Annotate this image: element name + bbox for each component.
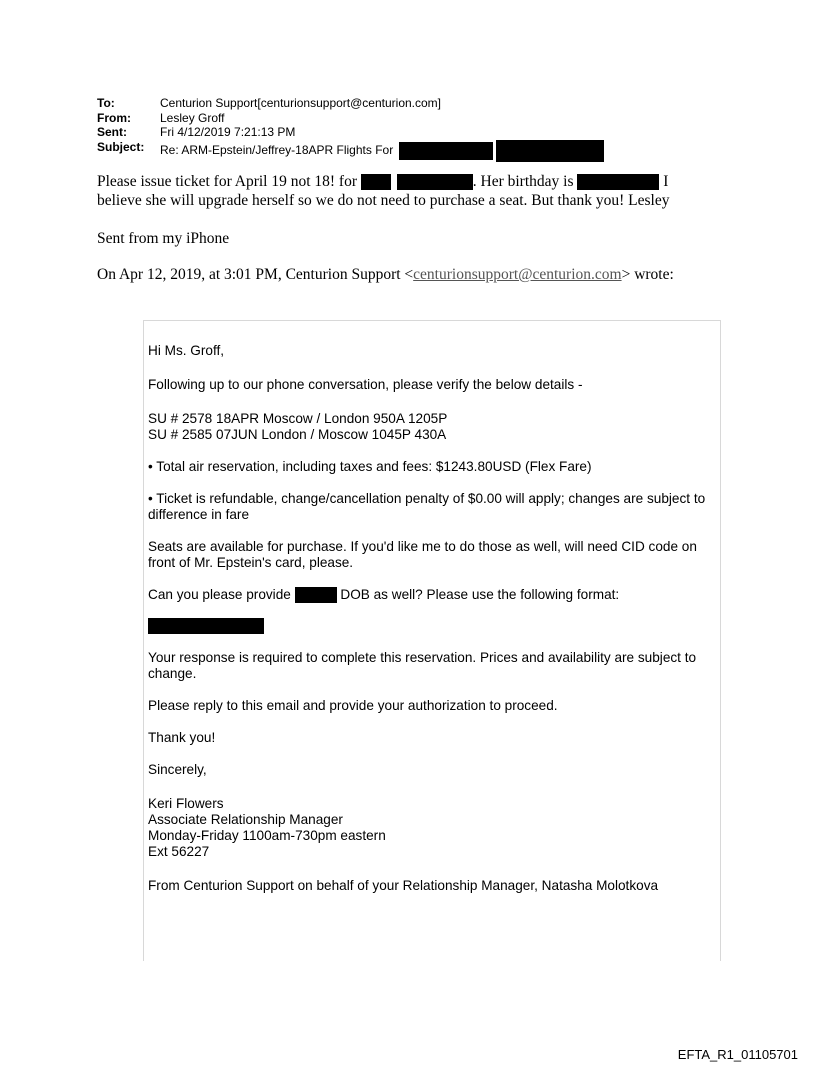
thanks: Thank you! — [148, 729, 216, 745]
from-manager-line: From Centurion Support on behalf of your Relationship Manager, Natasha Molotkova — [148, 877, 659, 893]
quote-intro-text: > wrote: — [621, 266, 674, 283]
subject-label: Subject: — [97, 139, 145, 154]
quote-intro-text: On Apr 12, 2019, at 3:01 PM, Centurion Support < — [97, 266, 414, 283]
reply-line-2: believe she will upgrade herself so we do not need to purchase a seat. But thank you! Lesley — [97, 192, 670, 209]
redaction-block — [361, 174, 391, 190]
reply-text: . Her birthday is — [472, 173, 574, 190]
to-row — [97, 96, 604, 111]
redaction-block — [148, 618, 264, 634]
to-value: Centurion Support[centurionsupport@centurion.com] — [160, 96, 442, 110]
reply-paragraph — [97, 172, 737, 210]
redaction-block — [397, 174, 473, 190]
sent-value: Fri 4/12/2019 7:21:13 PM — [160, 125, 296, 139]
email-header — [97, 96, 604, 157]
redaction-block — [577, 174, 659, 190]
to-label: To: — [97, 96, 115, 110]
dob-request — [148, 587, 720, 603]
signature-hours: Monday-Friday 1100am-730pm eastern — [148, 827, 386, 843]
reply-text: Please issue ticket for April 19 not 18! for — [97, 173, 358, 190]
redaction-block — [295, 587, 337, 603]
from-label: From: — [97, 110, 131, 125]
reply-line-1 — [97, 172, 737, 191]
subject-row — [97, 140, 604, 155]
refund-bullet: • Ticket is refundable, change/cancellation penalty of $0.00 will apply; changes are subject to difference in fare — [148, 491, 706, 522]
followup-text: Following up to our phone conversation, please verify the below details - — [148, 377, 583, 392]
flight-line: SU # 2585 07JUN London / Moscow 1045P 430A — [148, 427, 447, 442]
from-value: Lesley Groff — [160, 110, 225, 125]
fare-bullet: • Total air reservation, including taxes and fees: $1243.80USD (Flex Fare) — [148, 459, 592, 474]
quoted-message — [143, 320, 721, 961]
reply-text: I — [663, 173, 669, 190]
email-link[interactable]: centurionsupport@centurion.com — [413, 266, 622, 283]
sent-label: Sent: — [97, 125, 127, 139]
sent-from-line: Sent from my iPhone — [97, 230, 230, 247]
sent-row — [97, 125, 604, 140]
seats-text: Seats are available for purchase. If you'd like me to do those as well, will need CID code on front of Mr. Epstein's card, please. — [148, 539, 697, 570]
response-required: Your response is required to complete this reservation. Prices and availability are subject to change. — [148, 649, 697, 681]
reply-request: Please reply to this email and provide your authorization to proceed. — [148, 697, 558, 713]
signature-name: Keri Flowers — [148, 795, 224, 811]
from-row — [97, 111, 604, 126]
redaction-block — [399, 142, 493, 160]
subject-value — [160, 140, 604, 155]
dob-text: Can you please provide — [148, 587, 291, 602]
quoted-message-body — [148, 343, 720, 894]
signature-title: Associate Relationship Manager — [148, 811, 343, 827]
dob-text: DOB as well? Please use the following format: — [340, 587, 620, 602]
greeting: Hi Ms. Groff, — [148, 343, 225, 358]
document-id: EFTA_R1_01105701 — [677, 1047, 798, 1062]
subject-text: Re: ARM-Epstein/Jeffrey-18APR Flights For — [160, 142, 394, 157]
quote-intro — [97, 266, 674, 284]
dob-format-line — [148, 617, 720, 633]
signature-ext: Ext 56227 — [148, 843, 210, 859]
flight-line: SU # 2578 18APR Moscow / London 950A 1205P — [148, 411, 448, 426]
sincerely: Sincerely, — [148, 761, 207, 777]
redaction-block — [496, 140, 604, 162]
